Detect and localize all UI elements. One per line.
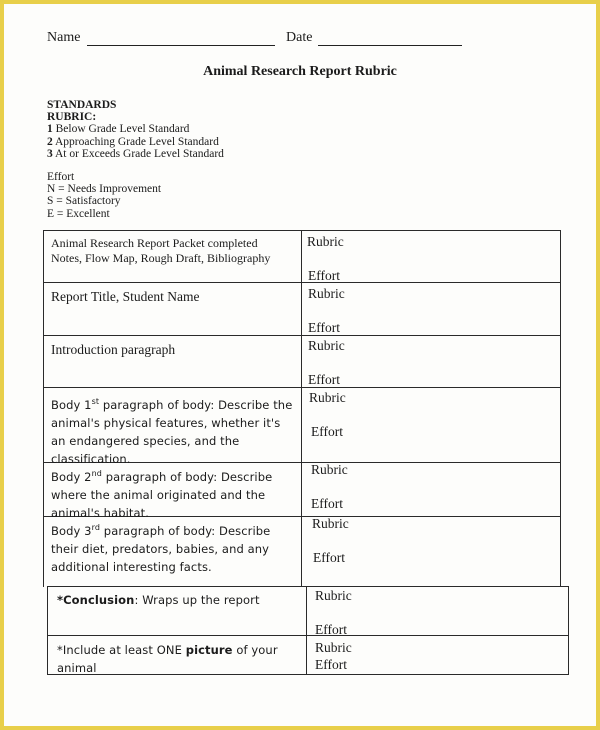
criterion-body-1: Body 1st paragraph of body: Describe the animal's physical features, whether it's an endangered species, and the classification. [51, 397, 293, 466]
rubric-score-cell[interactable]: Rubric [311, 462, 348, 477]
effort-score-cell[interactable]: Effort [315, 622, 347, 637]
table-border [568, 586, 569, 675]
page-title: Animal Research Report Rubric [203, 64, 397, 79]
rubric-heading: RUBRIC: [47, 111, 97, 124]
column-divider [301, 230, 302, 587]
effort-item: N = Needs Improvement [47, 183, 162, 196]
effort-score-cell[interactable]: Effort [313, 550, 345, 565]
effort-score-cell[interactable]: Effort [315, 657, 347, 672]
effort-score-cell[interactable]: Effort [311, 496, 343, 511]
criterion-body-2: Body 2nd paragraph of body: Describe where the animal originated and the animal's habitat. [51, 469, 273, 520]
standards-heading: STANDARDS [47, 99, 117, 111]
table-border [47, 586, 48, 675]
effort-score-cell[interactable]: Effort [308, 372, 340, 387]
effort-score-cell[interactable]: Effort [308, 268, 340, 283]
effort-heading: Effort [47, 171, 75, 183]
standard-level-2: 2 Approaching Grade Level Standard [47, 135, 219, 148]
name-label: Name [47, 30, 81, 45]
rubric-score-cell[interactable]: Rubric [307, 234, 344, 249]
date-field[interactable] [318, 45, 462, 46]
rubric-score-cell[interactable]: Rubric [312, 516, 349, 531]
criterion-conclusion: *Conclusion: Wraps up the report [57, 593, 260, 607]
name-field[interactable] [87, 45, 275, 46]
criterion-picture: *Include at least ONE picture of your animal [57, 643, 278, 675]
effort-score-cell[interactable]: Effort [311, 424, 343, 439]
row-divider [47, 635, 569, 636]
standard-level-1: 1 Below Grade Level Standard [47, 123, 190, 136]
standard-level-3: 3 At or Exceeds Grade Level Standard [47, 147, 224, 160]
standards-key [47, 99, 224, 160]
criterion-packet: Animal Research Report Packet completed Notes, Flow Map, Rough Draft, Bibliography [51, 236, 271, 265]
rubric-table [43, 230, 561, 675]
column-divider [306, 586, 307, 675]
criterion-body-3: Body 3rd paragraph of body: Describe their diet, predators, babies, and any additional interesting facts. [51, 523, 271, 574]
rubric-score-cell[interactable]: Rubric [315, 640, 352, 655]
row-divider [47, 586, 568, 587]
criterion-introduction: Introduction paragraph [51, 342, 176, 357]
rubric-score-cell[interactable]: Rubric [308, 286, 345, 301]
table-border [43, 230, 44, 587]
table-border [560, 230, 561, 587]
rubric-score-cell[interactable]: Rubric [309, 390, 346, 405]
rubric-score-cell[interactable]: Rubric [315, 588, 352, 603]
rubric-score-cell[interactable]: Rubric [308, 338, 345, 353]
effort-item: S = Satisfactory [47, 195, 121, 208]
date-label: Date [286, 30, 313, 45]
effort-key [47, 171, 161, 220]
effort-score-cell[interactable]: Effort [308, 320, 340, 335]
effort-item: E = Excellent [47, 207, 110, 220]
criterion-title: Report Title, Student Name [51, 289, 200, 304]
